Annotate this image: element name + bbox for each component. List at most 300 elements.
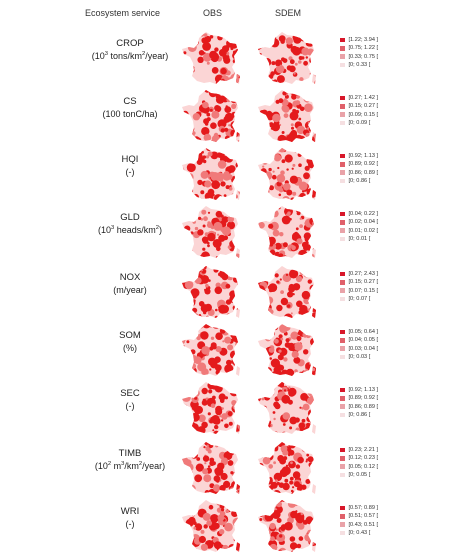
legend-item [340,446,378,454]
map-patch [314,101,319,108]
sdem-map-sec [256,380,318,436]
map-patch [216,494,218,496]
map-patch [256,351,263,358]
map-patch [180,347,188,356]
map-patch [203,455,209,461]
sdem-map-nox [256,264,318,320]
map-patch [305,269,310,274]
map-patch [274,339,279,344]
map-patch [222,407,224,409]
map-patch [201,151,204,154]
map-patch [212,135,220,143]
map-patch [188,43,197,52]
map-patch [258,309,261,312]
legend-swatch [340,404,345,409]
map-patch [236,335,241,340]
legend-item [340,102,378,110]
map-patch [276,510,280,514]
sdem-column-header: SDEM [275,8,302,18]
map-patch [190,349,195,354]
map-patch [227,443,233,449]
map-patch [208,465,211,468]
map-patch [180,351,183,357]
map-patch [265,498,274,504]
map-patch [278,354,284,360]
map-patch [231,481,240,490]
map-patch [274,264,278,268]
map-patch [279,188,284,193]
map-patch [313,382,318,387]
map-patch [236,298,243,306]
map-patch [235,352,242,361]
map-patch [256,242,259,245]
map-patch [192,154,196,158]
map-patch [225,509,229,513]
map-patch [310,285,317,292]
map-patch [231,388,234,391]
map-patch [316,539,318,541]
map-patch [205,284,209,288]
map-patch [190,434,195,437]
map-patch [299,56,303,60]
map-patch [276,529,278,531]
map-patch [292,134,298,140]
legend-swatch [340,212,345,217]
legend-swatch [340,38,345,43]
map-patch [189,247,191,249]
map-patch [183,528,189,534]
service-unit: (-) [125,519,135,529]
map-patch [237,228,243,237]
map-patch [308,409,316,417]
map-patch [278,350,281,353]
map-patch [256,63,262,71]
map-patch [311,175,318,182]
map-patch [298,118,301,121]
map-patch [217,234,219,236]
map-patch [256,70,261,77]
map-patch [187,179,189,181]
map-patch [273,533,277,537]
map-patch [264,244,269,249]
map-patch [259,89,262,92]
map-patch [226,313,232,319]
map-patch [309,360,314,365]
map-patch [286,369,294,377]
map-patch [273,369,282,378]
legend-label: [0.05; 0.64 ] [348,329,379,336]
sdem-map-timb [256,440,318,496]
map-patch [209,505,214,510]
map-patch [257,43,263,49]
map-patch [238,335,240,337]
service-name: SOM [119,330,141,341]
map-patch [186,340,189,343]
map-patch [273,79,277,83]
legend-item [340,94,378,102]
map-patch [256,198,260,202]
map-patch [295,510,297,512]
legend-label: [0.03; 0.04 [ [348,345,379,352]
map-patch [189,81,195,86]
map-patch [310,338,318,346]
map-patch [265,382,269,386]
map-patch [223,322,229,326]
map-patch [191,66,195,70]
map-patch [228,265,231,268]
map-patch [290,380,296,384]
map-patch [192,264,200,272]
map-patch [236,331,242,339]
map-patch [263,211,270,218]
map-patch [187,368,193,374]
map-patch [282,216,291,225]
map-patch [306,416,312,422]
legend-item [340,36,378,44]
map-patch [205,122,208,125]
map-patch [237,445,241,449]
map-patch [187,420,193,426]
map-patch [189,215,193,219]
map-patch [293,36,301,44]
map-patch [212,258,216,260]
map-patch [190,231,193,234]
legend-label: [0; 0.86 [ [348,412,371,419]
map-patch [269,485,274,490]
map-patch [265,269,274,278]
map-patch [184,334,186,336]
map-patch [180,35,183,40]
map-patch [184,546,186,548]
map-patch [268,204,271,207]
map-patch [296,276,302,282]
map-patch [302,152,305,155]
map-patch [256,146,261,153]
map-patch [299,182,308,191]
map-patch [300,440,304,443]
map-patch [239,351,241,353]
legend-item [340,463,378,471]
map-patch [207,244,210,247]
map-patch [180,195,185,202]
map-patch [256,441,261,446]
map-patch [262,240,269,247]
map-patch [219,485,225,491]
map-patch [188,147,191,150]
map-patch [226,360,232,366]
map-patch [190,334,194,338]
map-patch [301,30,308,36]
legend-swatch [340,154,345,159]
legend-swatch [340,388,345,393]
map-patch [277,167,279,169]
map-patch [309,128,313,132]
map-patch [202,248,205,251]
map-patch [180,477,186,484]
map-patch [201,544,208,551]
legend-label: [0; 0.03 [ [348,354,371,361]
map-patch [190,270,195,275]
map-patch [263,250,269,256]
map-patch [309,254,314,259]
legend-label: [0.27; 1.42 ] [348,95,379,102]
map-patch [225,325,230,330]
map-patch [285,342,291,348]
sdem-map-cs [256,88,318,144]
map-patch [308,272,314,278]
map-patch [259,53,261,55]
map-patch [291,123,294,126]
legend-swatch [340,112,345,117]
map-patch [194,146,201,151]
map-patch [185,264,189,268]
map-patch [206,111,208,113]
map-patch [200,89,203,92]
map-patch [306,40,313,47]
service-row-crop [0,30,474,90]
map-patch [282,483,289,490]
map-patch [210,498,214,501]
legend-label: [0.15; 0.27 [ [348,103,379,110]
map-patch [215,30,223,35]
legend-label: [0; 0.01 [ [348,236,371,243]
map-patch [182,416,186,420]
map-patch [224,424,229,429]
map-patch [273,325,278,330]
map-patch [208,279,211,282]
service-label [70,388,190,412]
map-patch [191,210,196,215]
map-patch [224,523,233,532]
map-patch [199,314,201,316]
map-patch [265,324,268,327]
map-patch [272,381,276,385]
map-patch [311,539,318,546]
obs-map-nox [180,264,242,320]
map-patch [184,226,190,232]
map-patch [189,361,192,364]
map-patch [186,234,190,238]
map-patch [256,348,262,355]
map-patch [256,450,262,457]
map-patch [203,225,206,228]
map-patch [297,544,302,549]
map-patch [200,380,205,384]
map-patch [180,336,182,339]
legend-item [340,111,378,119]
map-patch [180,451,183,455]
map-patch [222,273,229,280]
map-patch [307,384,316,393]
service-label [70,448,190,472]
map-patch [294,342,303,351]
map-patch [180,70,187,77]
map-patch [292,486,294,488]
map-patch [221,419,223,421]
map-patch [238,158,242,164]
service-name: HQI [121,154,139,165]
map-patch [294,369,298,373]
map-patch [278,317,280,319]
map-patch [229,83,232,86]
legend-label: [0.09; 0.15 [ [348,111,379,118]
map-patch [260,445,269,454]
map-patch [278,135,287,144]
map-patch [207,445,209,447]
map-patch [227,344,233,350]
map-patch [279,433,282,436]
map-patch [278,550,282,554]
map-patch [187,498,194,501]
map-patch [280,338,283,341]
map-patch [193,194,199,200]
legend-swatch [340,413,345,418]
map-patch [270,250,276,256]
map-patch [201,530,205,534]
legend-item [340,61,378,69]
map-patch [269,289,273,293]
map-patch [191,388,194,391]
map-patch [212,415,220,423]
map-patch [189,189,193,193]
ecosystem-service-header: Ecosystem service [85,8,161,18]
map-patch [282,159,286,163]
map-patch [292,168,294,170]
map-patch [198,217,201,220]
map-patch [263,190,268,195]
map-patch [280,317,284,320]
map-patch [313,141,315,143]
map-patch [210,109,213,112]
map-patch [307,255,311,259]
map-patch [184,229,187,232]
map-patch [291,46,298,53]
map-patch [230,322,234,325]
map-patch [265,219,267,221]
map-patch [256,57,260,63]
map-patch [180,428,186,434]
map-patch [280,290,284,294]
map-patch [188,126,195,133]
map-patch [269,264,276,271]
service-unit: (100 tonC/ha) [102,109,158,119]
service-label [70,96,190,120]
legend-label: [0.33; 0.75 [ [348,53,379,60]
legend-item [340,44,378,52]
map-patch [233,374,238,378]
service-unit: ($10^2$ $m^3/km^2/year$) [94,461,166,471]
map-patch [223,269,226,272]
service-unit: ($10^3$ heads/$km^2$) [97,225,163,235]
map-patch [312,368,315,371]
map-patch [223,383,226,386]
legend-label: [0.15; 0.27 [ [348,279,379,286]
map-patch [263,58,271,66]
map-patch [275,403,281,409]
map-patch [238,50,242,57]
sdem-map-hqi [256,146,318,202]
map-patch [189,363,196,370]
map-patch [261,510,264,513]
map-patch [180,214,182,217]
map-patch [187,541,191,545]
map-patch [266,196,268,198]
map-patch [229,548,234,553]
map-patch [182,194,187,199]
map-patch [256,131,262,137]
legend-label: [0.57; 0.89 ] [348,505,379,512]
map-patch [302,93,305,96]
map-patch [265,367,272,374]
map-patch [209,443,214,448]
map-patch [230,121,238,129]
map-patch [261,81,267,86]
map-patch [211,380,216,384]
map-patch [267,448,270,451]
map-patch [235,176,237,178]
map-patch [268,268,274,274]
map-patch [232,336,237,341]
map-patch [298,372,303,377]
map-patch [282,131,285,134]
map-patch [214,425,218,429]
map-patch [236,353,242,361]
legend-label: [0.86; 0.89 [ [348,169,379,176]
map-patch [257,381,266,390]
map-patch [316,31,318,34]
map-patch [256,64,257,67]
map-patch [256,244,262,253]
map-patch [256,62,260,69]
map-patch [292,192,296,196]
map-patch [236,507,242,514]
service-label [70,38,190,62]
service-name: GLD [120,212,140,223]
legend-swatch [340,448,345,453]
sdem-map-som [256,322,318,378]
legend-item [340,218,378,226]
map-patch [235,531,239,535]
map-patch [306,80,312,86]
map-patch [210,122,217,129]
legend-swatch [340,121,345,126]
map-patch [230,129,239,138]
map-patch [256,490,260,494]
map-patch [231,112,237,118]
map-legend [340,386,378,419]
map-patch [205,257,209,260]
map-patch [234,477,242,485]
map-patch [260,231,264,235]
map-patch [187,120,190,123]
map-patch [304,272,310,278]
map-patch [289,426,292,429]
map-patch [216,380,221,385]
map-patch [231,193,237,199]
map-patch [182,487,187,492]
service-label [70,212,190,236]
map-patch [306,96,308,98]
map-patch [226,268,233,275]
map-patch [185,270,192,277]
map-patch [262,93,270,101]
map-patch [279,98,284,103]
map-patch [256,386,260,394]
map-patch [183,51,186,54]
map-patch [311,88,316,92]
legend-item [340,177,378,185]
map-patch [306,447,311,452]
